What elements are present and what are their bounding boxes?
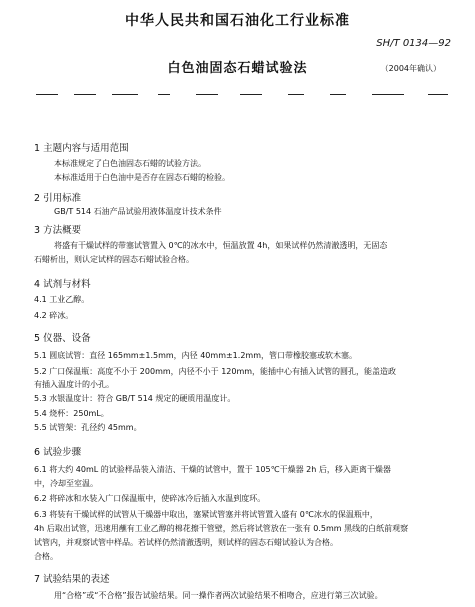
title-rule-segment — [428, 94, 448, 95]
section-5-item: 5.3 水银温度计：符合 GB/T 514 规定的硬质用温度计。 — [34, 394, 236, 403]
section-7-heading: 7 试验结果的表述 — [34, 574, 110, 585]
section-6-item: 试管内，并观察试管中样品。若试样仍然清澈透明，则试样的固态石蜡试验认为合格。 — [34, 538, 338, 547]
title-rule-segment — [288, 94, 304, 95]
standard-number: SH/T 0134—92 — [376, 38, 451, 49]
title-rule-segment — [36, 94, 58, 95]
document-title: 白色油固态石蜡试验法 — [167, 61, 308, 76]
section-5-item: 5.2 广口保温瓶：高度不小于 200mm，内径不小于 120mm，能插中心有插入试管的圆孔，能盖造政 — [34, 367, 397, 376]
section-6-item: 中，冷却至室温。 — [34, 479, 98, 488]
section-2-paragraph: GB/T 514 石油产品试验用液体温度计技术条件 — [54, 207, 222, 216]
section-3-paragraph: 石蜡析出，则认定试样的固态石蜡试验合格。 — [34, 255, 194, 264]
section-3-paragraph: 将盛有干燥试样的带塞试管置入 0℃的冰水中，恒温放置 4h，如果试样仍然清澈透明，无固态 — [54, 241, 388, 250]
section-6-item: 6.1 将大约 40mL 的试验样品装入清洁、干燥的试管中，置于 105℃干燥器 2h 后，移入距离干燥器 — [34, 465, 391, 474]
section-4-heading: 4 试剂与材料 — [34, 279, 91, 290]
title-rule-segment — [112, 94, 138, 95]
confirmation-note: （2004年确认） — [380, 64, 441, 73]
section-6-item: 4h 后取出试管，迅速用蘸有工业乙醇的棉花擦干管壁，然后将试管放在一张有 0.5mm 黑线的白纸前观察 — [34, 524, 409, 533]
section-5-item: 5.4 烧杯：250mL。 — [34, 409, 109, 418]
section-1-paragraph: 本标准适用于白色油中是否存在固态石蜡的检验。 — [54, 173, 230, 182]
section-6-item: 6.3 将装有干燥试样的试管从干燥器中取出，塞紧试管塞并将试管置入盛有 0℃冰水的保温瓶中， — [34, 510, 378, 519]
section-5-item: 有插入温度计的小孔。 — [34, 380, 114, 389]
section-6-heading: 6 试验步骤 — [34, 447, 82, 458]
section-6-item: 合格。 — [34, 552, 58, 561]
section-6-item: 6.2 将碎冰和水装入广口保温瓶中，使碎冰冷后插入水温到度环。 — [34, 494, 266, 503]
section-3-heading: 3 方法概要 — [34, 225, 82, 236]
title-rule-segment — [330, 94, 346, 95]
section-1-heading: 1 主题内容与适用范围 — [34, 143, 129, 154]
section-4-item: 4.1 工业乙醇。 — [34, 295, 90, 304]
section-2-heading: 2 引用标准 — [34, 193, 82, 204]
section-4-item: 4.2 碎冰。 — [34, 311, 74, 320]
title-rule-segment — [196, 94, 218, 95]
title-rule-segment — [74, 94, 96, 95]
title-rule-segment — [372, 94, 404, 95]
title-rule-segment — [158, 94, 170, 95]
section-5-heading: 5 仪器、设备 — [34, 333, 91, 344]
section-7-paragraph: 用“合格”或“不合格”报告试验结果。同一操作者两次试验结果不相吻合，应进行第三次试验。 — [54, 591, 383, 600]
title-rule-segment — [240, 94, 262, 95]
section-5-item: 5.1 圆底试管：直径 165mm±1.5mm，内径 40mm±1.2mm，管口带橡胶塞或软木塞。 — [34, 351, 357, 360]
section-5-item: 5.5 试管架：孔径约 45mm。 — [34, 423, 142, 432]
section-1-paragraph: 本标准规定了白色油固态石蜡的试验方法。 — [54, 159, 206, 168]
standard-organization-header: 中华人民共和国石油化工行业标准 — [125, 13, 350, 29]
